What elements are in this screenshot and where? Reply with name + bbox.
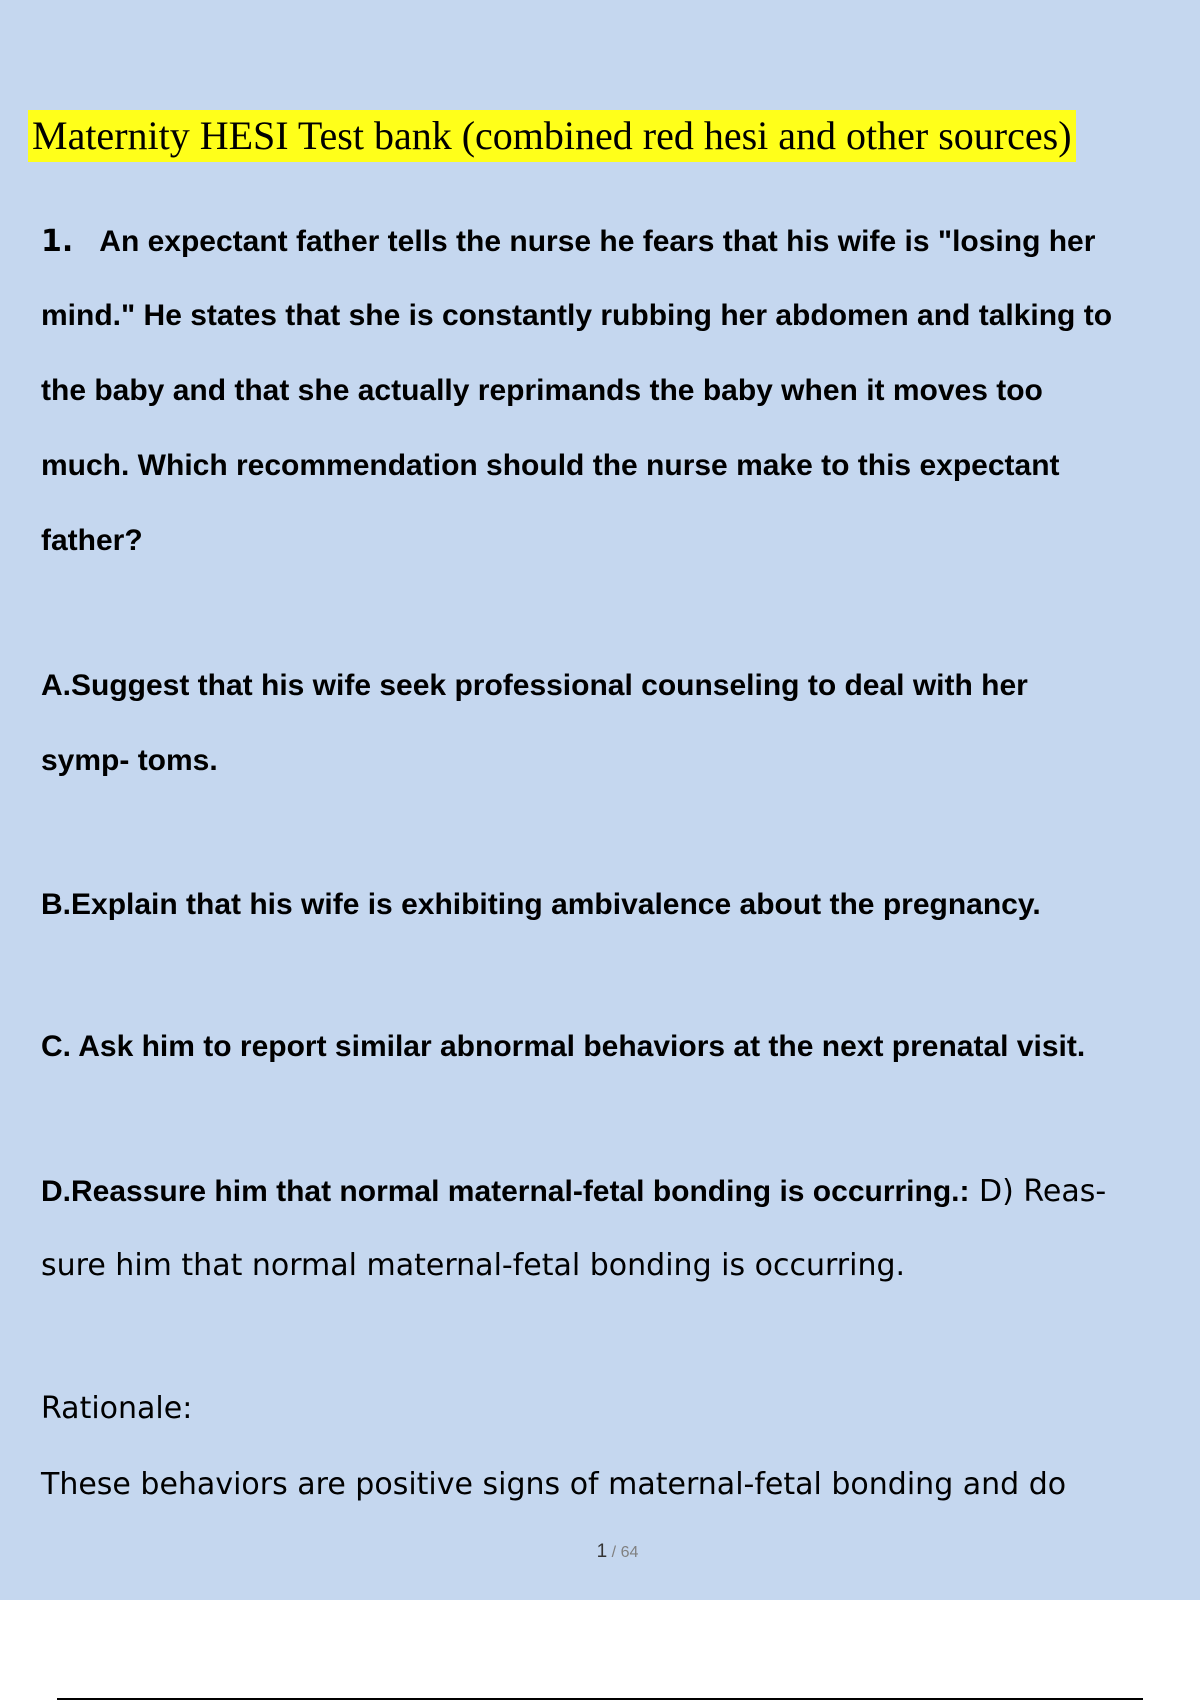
answer-text-start: D) Reas- xyxy=(969,1174,1107,1209)
option-a-line-2: symp- toms. xyxy=(41,744,218,777)
answer-text-line-2: sure him that normal maternal-fetal bonding is occurring. xyxy=(41,1248,906,1283)
current-page-number: 1 xyxy=(596,1541,608,1562)
question-number: 1. xyxy=(41,224,74,259)
question-text-line-4: much. Which recommendation should the nurse make to this expectant xyxy=(41,449,1060,482)
option-d-text: D.Reassure him that normal maternal-fetal bonding is occurring. xyxy=(41,1175,960,1208)
option-b: B.Explain that his wife is exhibiting ambivalence about the pregnancy. xyxy=(41,888,1041,921)
question-text-line-5: father? xyxy=(41,524,143,557)
title-highlight xyxy=(28,110,1076,162)
total-pages: / 64 xyxy=(611,1544,639,1561)
rationale-label: Rationale: xyxy=(41,1391,193,1426)
question-text-line-3: the baby and that she actually reprimands the baby when it moves too xyxy=(41,374,1043,407)
option-d-colon: : xyxy=(959,1175,970,1208)
option-c: C. Ask him to report similar abnormal behaviors at the next prenatal visit. xyxy=(41,1030,1086,1063)
page-indicator xyxy=(0,1541,1200,1563)
option-a-line-1: A.Suggest that his wife seek professional counseling to deal with her xyxy=(41,669,1028,702)
option-d-line-1 xyxy=(41,1174,1106,1209)
rationale-text: These behaviors are positive signs of maternal-fetal bonding and do xyxy=(41,1467,1067,1502)
question-text-line-1: An expectant father tells the nurse he fears that his wife is "losing her xyxy=(99,225,1096,258)
question-line-1 xyxy=(41,224,1095,259)
document-title: Maternity HESI Test bank (combined red hesi and other sources) xyxy=(32,113,1072,158)
question-text-line-2: mind." He states that she is constantly rubbing her abdomen and talking to xyxy=(41,299,1113,332)
